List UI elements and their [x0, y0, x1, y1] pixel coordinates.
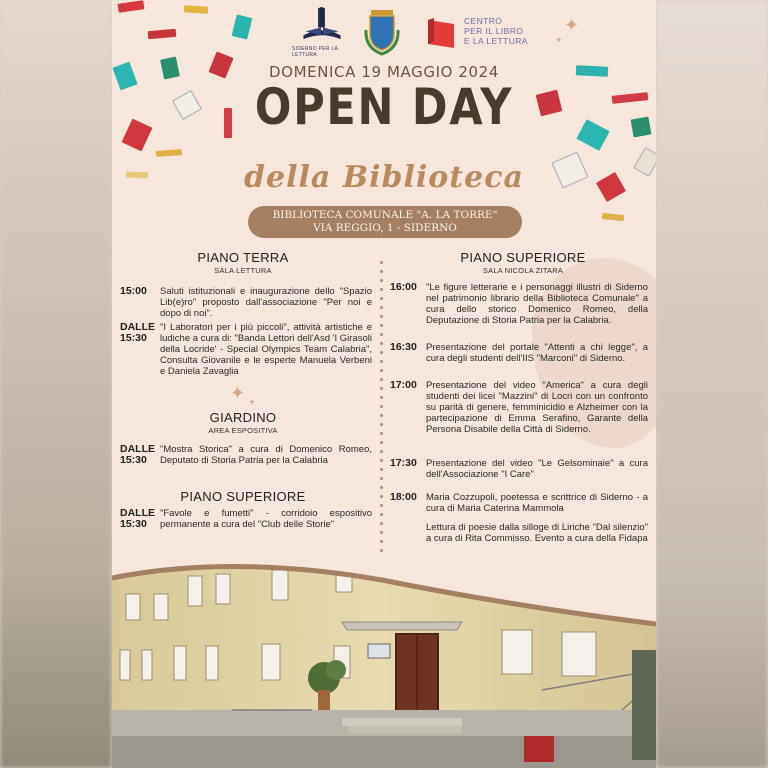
event-time: DALLE 15:30: [120, 321, 155, 344]
event-subtitle: della Biblioteca: [244, 160, 524, 195]
event-time: 17:30: [390, 457, 417, 469]
schedule-item: [390, 522, 648, 544]
book-mark-icon: [424, 16, 458, 50]
dotted-divider: [380, 258, 383, 558]
centro-line-3: E LA LETTURA: [464, 36, 528, 46]
schedule-item: [390, 492, 648, 514]
event-description: Maria Cozzupoli, poetessa e scrittrice di Siderno - a cura di Maria Caterina Mammola: [426, 492, 648, 514]
library-building-photo: [112, 560, 656, 768]
sparkle-star-icon: ✦: [564, 15, 580, 35]
event-description: "I Laboratori per i più piccoli", attività artistiche e ludiche a cura di: "Banda Lettori dell'Asd 'I Girasoli della Locride' - Special Olympics Team Calabria", Consulta Giovanile e le esperte Manuela Verbeni e Daniela Zavaglia: [160, 322, 372, 377]
section-title-piano-terra: PIANO TERRA: [197, 250, 289, 265]
event-title: OPEN DAY: [254, 78, 514, 136]
sparkle-star-icon: ✦: [555, 35, 563, 45]
event-description: Presentazione del video "Le Gelsominaie" a cura dell'Associazione "I Care": [426, 458, 648, 480]
centro-line-1: CENTRO: [464, 16, 503, 26]
event-time: [390, 522, 426, 544]
event-description: Lettura di poesie dalla silloge di Liriche "Dal silenzio" a cura di Rita Commisso. Evento a cura della Fidapa: [426, 522, 648, 544]
building-illustration: [112, 560, 656, 768]
event-time: 16:00: [390, 281, 417, 293]
blurred-background-left: [0, 0, 112, 768]
sparkle-star-icon: ✦: [230, 383, 246, 403]
siderno-coat-of-arms-logo: [362, 6, 402, 58]
sparkle-star-icon: ✦: [248, 397, 256, 407]
logo-caption: SIDERNO PER LA LETTURA: [292, 46, 338, 58]
event-description: "Mostra Storica" a cura di Domenico Romeo, Deputato di Storia Patria per la Calabria: [160, 444, 372, 466]
section-title-piano-superiore-right: PIANO SUPERIORE: [460, 250, 586, 265]
section-sub-area-espositiva: AREA ESPOSITIVA: [208, 426, 278, 435]
centro-per-il-libro-logo: [424, 16, 528, 50]
schedule-item: [120, 508, 374, 530]
event-time: 18:00: [390, 491, 417, 503]
event-description: "Favole e fumetti" - corridoio espositivo permanente a cura del "Club delle Storie": [160, 508, 372, 530]
event-time: DALLE 15:30: [120, 507, 155, 530]
blurred-background-right: [656, 0, 768, 768]
event-time: DALLE 15:30: [120, 443, 155, 466]
schedule-item: [120, 322, 374, 377]
schedule-item: [120, 444, 374, 466]
schedule-item: [390, 458, 648, 480]
centro-line-2: PER IL LIBRO: [464, 26, 524, 36]
event-time: 15:00: [120, 285, 147, 297]
section-sub-sala-nicola-zitara: SALA NICOLA ZITARA: [482, 266, 564, 275]
event-time: 16:30: [390, 341, 417, 353]
schedule-item: [390, 282, 648, 326]
event-description: Saluti istituzionali e inaugurazione dello "Spazio Lib(e)ro" proposto dall'associazione "Per noi e dopo di noi".: [160, 286, 372, 319]
section-title-piano-superiore-left: PIANO SUPERIORE: [180, 489, 306, 504]
coat-of-arms-icon: [363, 6, 401, 56]
poster: [112, 0, 656, 768]
event-date: DOMENICA 19 MAGGIO 2024: [269, 63, 499, 81]
event-time: 17:00: [390, 379, 417, 391]
centro-text: [464, 16, 528, 46]
statue-on-books-icon: [299, 6, 345, 45]
schedule-item: [390, 380, 648, 435]
schedule-item: [120, 286, 374, 319]
event-description: Presentazione del video "America" a cura degli studenti dei licei "Mazzini" di Locri con un confronto su parità di genere, femminicidio e Alzheimer con la partecipazione di Emma Serafino, Garante della Persona Disabile della Città di Siderno.: [426, 380, 648, 435]
venue-address: VIA REGGIO, 1 - SIDERNO: [313, 222, 457, 234]
event-description: "Le figure letterarie e i personaggi illustri di Siderno nel patrimonio librario della Biblioteca Comunale" a cura dello storico Domenico Romeo, della Deputazione di Storia Patria per la Calabria.: [426, 282, 648, 326]
section-sub-sala-lettura: SALA LETTURA: [214, 266, 272, 275]
schedule-item: [390, 342, 648, 364]
event-description: Presentazione del portale "Attenti a chi legge", a cura degli studenti dell'IIS "Marconi" di Siderno.: [426, 342, 648, 364]
venue-name: BIBLIOTECA COMUNALE "A. LA TORRE": [272, 209, 498, 221]
siderno-per-la-lettura-logo: [292, 6, 352, 58]
venue-badge: [248, 206, 522, 238]
section-title-giardino: GIARDINO: [209, 410, 277, 425]
